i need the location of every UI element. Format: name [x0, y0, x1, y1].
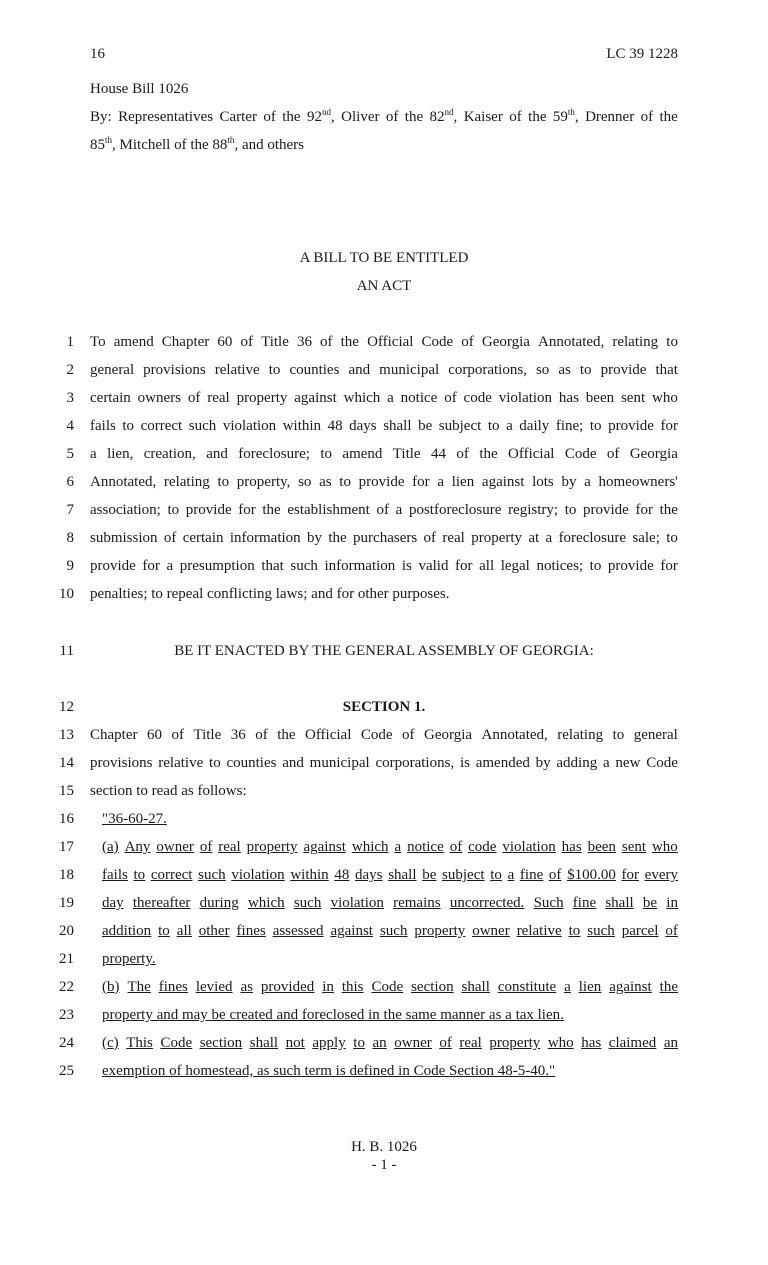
bill-text-line: provisions relative to counties and municipal corporations, is amended by adding a new Code: [90, 755, 678, 771]
line-number: 3: [66, 390, 74, 406]
page-number-top: 16: [90, 46, 105, 62]
line-number: 12: [59, 699, 74, 715]
inserted-code-line: (a) Any owner of real property against which a notice of code violation has been sent who: [102, 839, 678, 855]
sponsor-word: By:: [90, 109, 112, 125]
sponsor-word: 82nd,: [429, 107, 458, 125]
bill-text-line: Annotated, relating to property, so as to provide for a lien against lots by a homeowners': [90, 474, 678, 490]
inserted-code-line: addition to all other fines assessed against such property owner relative to such parcel of: [102, 923, 678, 939]
line-number: 9: [66, 558, 74, 574]
sponsor-word: of: [509, 109, 522, 125]
sponsor-word: Oliver: [341, 109, 380, 125]
sponsor-word: Kaiser: [463, 109, 503, 125]
caption-an-act: AN ACT: [356, 278, 412, 294]
inserted-code-line: exemption of homestead, as such term is defined in Code Section 48-5-40.": [102, 1063, 556, 1079]
line-number: 5: [66, 446, 74, 462]
inserted-code-line: property and may be created and foreclosed in the same manner as a tax lien.: [102, 1007, 564, 1023]
line-number: 25: [59, 1063, 74, 1079]
inserted-code-line: (c) This Code section shall not apply to an owner of real property who has claimed an: [102, 1035, 678, 1051]
line-number: 13: [59, 727, 74, 743]
inserted-code-line: (b) The fines levied as provided in this Code section shall constitute a lien against the: [102, 979, 678, 995]
bill-text-line: general provisions relative to counties and municipal corporations, so as to provide that: [90, 362, 678, 378]
line-number: 1: [66, 334, 74, 350]
line-number: 7: [66, 502, 74, 518]
line-number: 20: [59, 923, 74, 939]
bill-text-line: Chapter 60 of Title 36 of the Official Code of Georgia Annotated, relating to general: [90, 727, 678, 743]
bill-text-line: submission of certain information by the purchasers of real property at a foreclosure sale; to: [90, 530, 678, 546]
sponsors-line-2: 85th, Mitchell of the 88th, and others: [90, 135, 305, 153]
sponsor-word: 59th,: [552, 107, 579, 125]
caption-bill-entitled: A BILL TO BE ENTITLED: [299, 250, 469, 266]
sponsors-line-1: [90, 108, 678, 126]
sponsor-word: Representatives: [118, 109, 214, 125]
line-number: 10: [59, 586, 74, 602]
bill-text-line: To amend Chapter 60 of Title 36 of the Official Code of Georgia Annotated, relating to: [90, 334, 678, 350]
sponsor-word: the: [404, 109, 424, 125]
lc-number: LC 39 1228: [606, 46, 678, 62]
bill-text-line: certain owners of real property against which a notice of code violation has been sent who: [90, 390, 678, 406]
line-number: 8: [66, 530, 74, 546]
sponsor-word: the: [528, 109, 547, 125]
line-number: 15: [59, 783, 74, 799]
bill-text-line: section to read as follows:: [90, 783, 247, 799]
line-number: 23: [59, 1007, 74, 1023]
inserted-code-line: day thereafter during which such violation remains uncorrected. Such fine shall be in: [102, 895, 678, 911]
line-number: 2: [66, 362, 74, 378]
line-number: 16: [59, 811, 74, 827]
line-number: 22: [59, 979, 74, 995]
bill-text-line: a lien, creation, and foreclosure; to amend Title 44 of the Official Code of Georgia: [90, 446, 678, 462]
bill-text-line: association; to provide for the establishment of a postforeclosure registry; to provide for the: [90, 502, 678, 518]
sponsor-word: of: [385, 109, 399, 125]
section-heading: SECTION 1.: [342, 699, 426, 715]
footer-page-number: - 1 -: [371, 1157, 397, 1173]
sponsor-word: the: [659, 109, 678, 125]
line-number: 24: [59, 1035, 74, 1051]
bill-text-line: fails to correct such violation within 48 days shall be subject to a daily fine; to provide for: [90, 418, 678, 434]
sponsor-word: of: [640, 109, 654, 125]
line-number: 17: [59, 839, 74, 855]
line-number: 21: [59, 951, 74, 967]
bill-title: House Bill 1026: [90, 81, 189, 97]
bill-text-line: penalties; to repeal conflicting laws; and for other purposes.: [90, 586, 450, 602]
line-number: 14: [59, 755, 74, 771]
inserted-code-line: fails to correct such violation within 48 days shall be subject to a fine of $100.00 for every: [102, 867, 678, 883]
enacting-clause: BE IT ENACTED BY THE GENERAL ASSEMBLY OF GEORGIA:: [174, 643, 594, 659]
line-number: 6: [66, 474, 74, 490]
sponsor-word: of: [263, 109, 276, 125]
line-number: 4: [66, 418, 74, 434]
line-number: 11: [59, 643, 74, 659]
inserted-code-line: property.: [102, 951, 156, 967]
line-number: 19: [59, 895, 74, 911]
sponsor-word: 92nd,: [307, 107, 335, 125]
bill-text-line: provide for a presumption that such information is valid for all legal notices; to provide for: [90, 558, 678, 574]
sponsor-word: Drenner: [585, 109, 635, 125]
footer-bill-ref: H. B. 1026: [351, 1139, 417, 1155]
inserted-code-line: "36-60-27.: [102, 811, 167, 827]
sponsor-word: Carter: [219, 109, 257, 125]
line-number: 18: [59, 867, 74, 883]
sponsor-word: the: [282, 109, 301, 125]
